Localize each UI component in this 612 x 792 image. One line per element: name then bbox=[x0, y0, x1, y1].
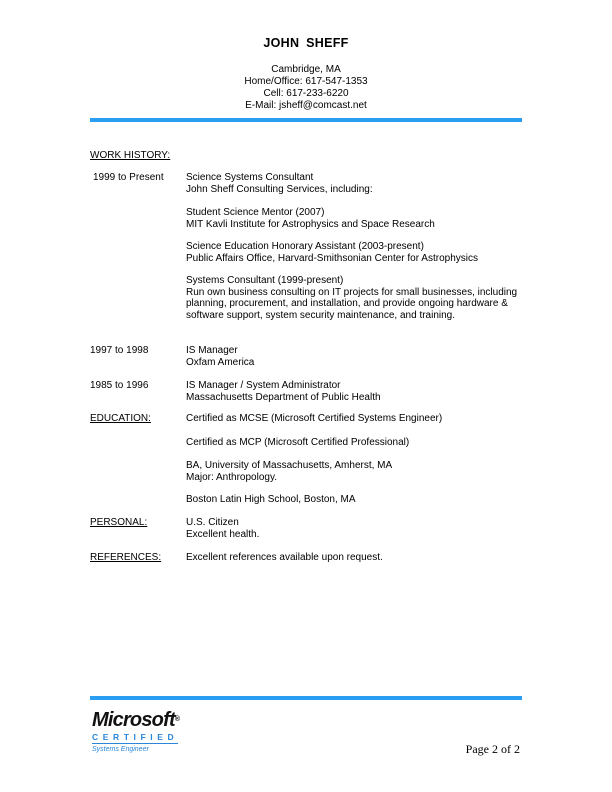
references-heading: REFERENCES: bbox=[90, 552, 162, 563]
contact-location: Cambridge, MA bbox=[271, 64, 341, 75]
education-item-4 bbox=[186, 494, 526, 506]
education-line: Major: Anthropology. bbox=[186, 471, 277, 483]
job-org: Massachusetts Department of Public Health bbox=[186, 391, 381, 403]
personal-heading: PERSONAL: bbox=[90, 517, 148, 528]
contact-email: E-Mail: jsheff@comcast.net bbox=[245, 100, 367, 111]
personal-line: Excellent health. bbox=[186, 528, 260, 540]
job-org: MIT Kavli Institute for Astrophysics and Space Research bbox=[186, 218, 435, 230]
contact-home-phone: Home/Office: 617-547-1353 bbox=[244, 76, 368, 87]
education-line: Boston Latin High School, Boston, MA bbox=[186, 494, 356, 505]
work-history-heading: WORK HISTORY: bbox=[90, 150, 171, 161]
education-item-1 bbox=[186, 413, 526, 425]
job-title: IS Manager / System Administrator bbox=[186, 380, 341, 391]
references-text: Excellent references available upon request. bbox=[186, 552, 383, 563]
education-line: Certified as MCP (Microsoft Certified Professional) bbox=[186, 437, 410, 448]
job-description-line: software support, system security maintenance, and training. bbox=[186, 309, 456, 321]
job-date-1: 1999 to Present bbox=[93, 172, 164, 183]
logo-brand-text: Microsoft bbox=[92, 709, 175, 731]
education-line: BA, University of Massachusetts, Amherst, MA bbox=[186, 460, 393, 471]
personal-details bbox=[186, 517, 526, 540]
job-description-line: planning, procurement, and installation, and provide ongoing hardware & bbox=[186, 298, 508, 309]
microsoft-certified-logo bbox=[92, 710, 192, 754]
job-entry-1-block-3 bbox=[186, 241, 526, 264]
education-heading: EDUCATION: bbox=[90, 413, 151, 424]
job-org: John Sheff Consulting Services, including: bbox=[186, 183, 373, 195]
job-entry-3 bbox=[186, 380, 526, 403]
job-entry-1-block-1 bbox=[186, 172, 526, 195]
logo-brand: Microsoft® bbox=[92, 709, 180, 731]
logo-certified: CERTIFIED bbox=[92, 732, 179, 742]
job-title: Science Systems Consultant bbox=[186, 172, 314, 183]
job-date-3: 1985 to 1996 bbox=[90, 380, 149, 391]
job-org: Oxfam America bbox=[186, 356, 255, 368]
job-entry-1-block-2 bbox=[186, 207, 526, 230]
footer-divider bbox=[90, 696, 522, 700]
education-item-2 bbox=[186, 437, 526, 449]
contact-block bbox=[0, 64, 612, 112]
job-entry-1-block-4 bbox=[186, 275, 526, 321]
job-title: Systems Consultant (1999-present) bbox=[186, 275, 344, 286]
job-description-line: Run own business consulting on IT projects for small businesses, including bbox=[186, 286, 518, 298]
candidate-name: JOHN SHEFF bbox=[263, 36, 349, 50]
resume-header bbox=[0, 36, 612, 112]
page-number: Page 2 of 2 bbox=[465, 742, 520, 756]
education-line: Certified as MCSE (Microsoft Certified Systems Engineer) bbox=[186, 413, 443, 424]
job-title: Science Education Honorary Assistant (2003-present) bbox=[186, 241, 424, 252]
job-entry-2 bbox=[186, 345, 526, 368]
job-org: Public Affairs Office, Harvard-Smithsonian Center for Astrophysics bbox=[186, 252, 478, 264]
education-item-3 bbox=[186, 460, 526, 483]
header-divider bbox=[90, 118, 522, 122]
job-title: Student Science Mentor (2007) bbox=[186, 207, 325, 218]
job-date-2: 1997 to 1998 bbox=[90, 345, 149, 356]
logo-underline bbox=[92, 743, 178, 744]
contact-cell-phone: Cell: 617-233-6220 bbox=[263, 88, 349, 99]
personal-line: U.S. Citizen bbox=[186, 517, 239, 528]
logo-title: Systems Engineer bbox=[92, 746, 149, 753]
job-title: IS Manager bbox=[186, 345, 238, 356]
